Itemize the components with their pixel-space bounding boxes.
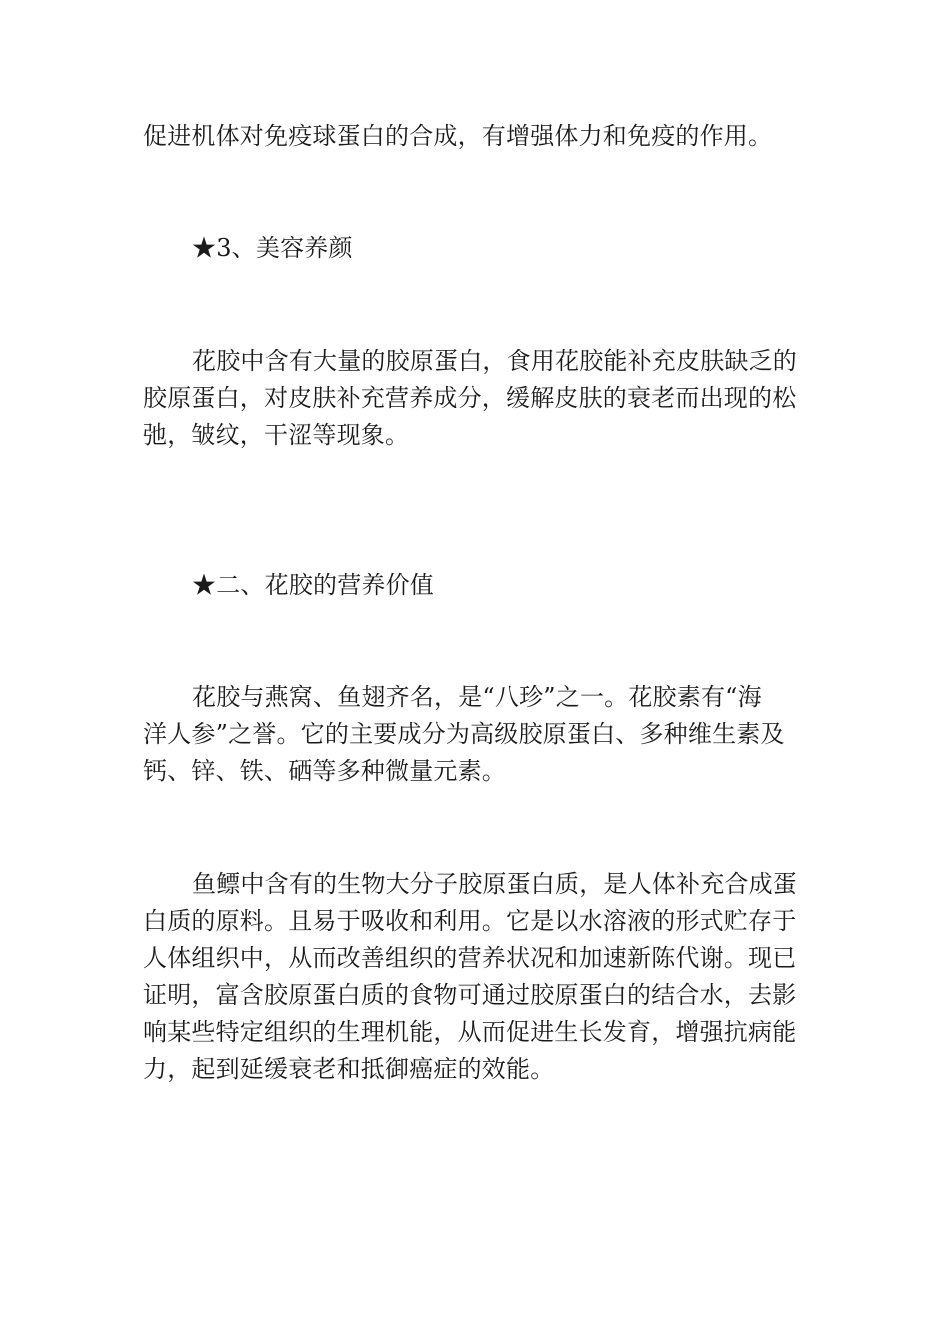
section-heading: ★3、美容养颜 (192, 234, 353, 262)
paragraph-line: 人体组织中，从而改善组织的营养状况和加速新陈代谢。现已 (143, 944, 797, 972)
paragraph-line: 力，起到延缓衰老和抵御癌症的效能。 (143, 1055, 555, 1083)
paragraph-line: 钙、锌、铁、硒等多种微量元素。 (143, 757, 506, 785)
paragraph-line: 白质的原料。且易于吸收和利用。它是以水溶液的形式贮存于 (143, 907, 797, 935)
paragraph-line: 证明，富含胶原蛋白质的食物可通过胶原蛋白的结合水，去影 (143, 981, 797, 1009)
paragraph-line: 洋人参”之誉。它的主要成分为高级胶原蛋白、多种维生素及 (143, 720, 785, 748)
paragraph-line: 促进机体对免疫球蛋白的合成，有增强体力和免疫的作用。 (143, 122, 773, 150)
paragraph-line: 鱼鳔中含有的生物大分子胶原蛋白质，是人体补充合成蛋 (192, 870, 797, 898)
paragraph-line: 响某些特定组织的生理机能，从而促进生长发育，增强抗病能 (143, 1018, 797, 1046)
paragraph-line: 胶原蛋白，对皮肤补充营养成分，缓解皮肤的衰老而出现的松 (143, 384, 797, 412)
paragraph-line: 花胶与燕窝、鱼翅齐名，是“八珍”之一。花胶素有“海 (192, 683, 762, 711)
paragraph-line: 弛，皱纹，干涩等现象。 (143, 421, 410, 449)
section-heading: ★二、花胶的营养价值 (192, 571, 434, 599)
paragraph-line: 花胶中含有大量的胶原蛋白，食用花胶能补充皮肤缺乏的 (192, 347, 797, 375)
